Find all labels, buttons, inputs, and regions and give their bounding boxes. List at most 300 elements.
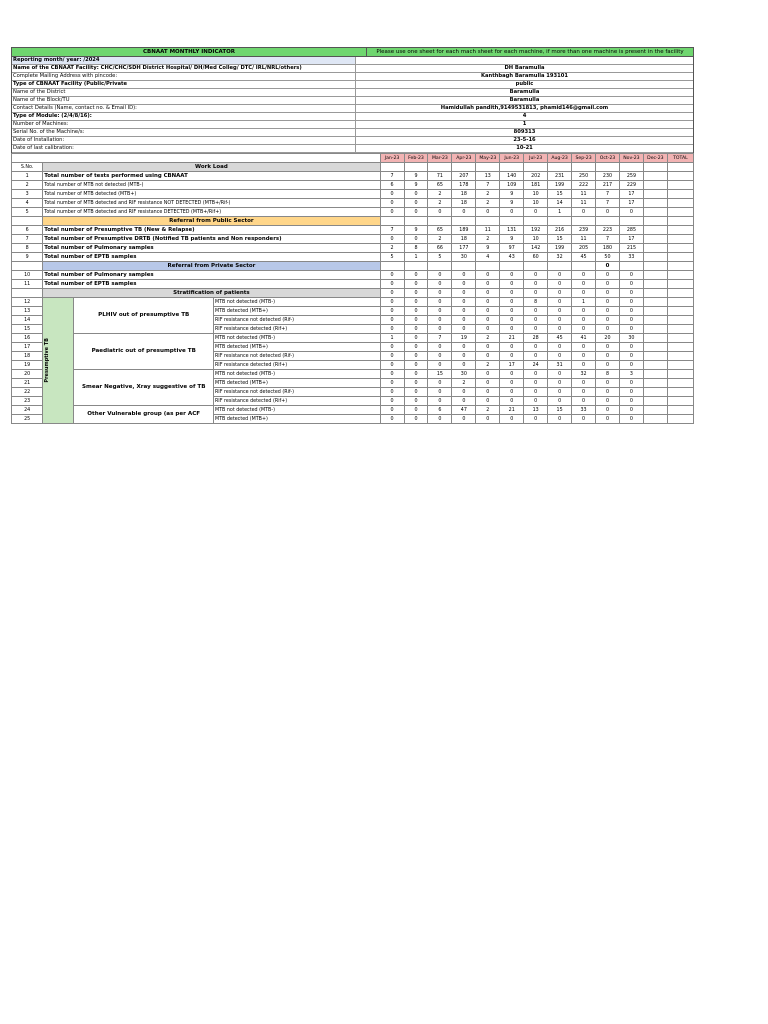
value-cell	[667, 163, 693, 172]
value-cell: 0	[500, 397, 524, 406]
month-header: Jul-23	[524, 154, 548, 163]
value-cell: 1	[572, 298, 596, 307]
value-cell: 2	[476, 361, 500, 370]
value-cell: 0	[596, 325, 620, 334]
value-cell: 0	[404, 379, 428, 388]
value-cell: 7	[596, 199, 620, 208]
group-name: Other Vulnerable group (as per ACF	[74, 406, 214, 424]
row-label: RIF resistance not detected (Rif-)	[213, 316, 380, 325]
value-cell: 0	[548, 415, 572, 424]
value-cell: 5	[380, 253, 404, 262]
value-cell	[667, 352, 693, 361]
info-key: Date of last calibration:	[13, 145, 74, 151]
value-cell: 0	[596, 343, 620, 352]
value-cell: 0	[596, 316, 620, 325]
value-cell: 0	[596, 397, 620, 406]
row-number: 7	[12, 235, 43, 244]
month-header: TOTAL	[667, 154, 693, 163]
value-cell: 0	[428, 397, 452, 406]
value-cell: 0	[380, 235, 404, 244]
row-label: MTB not detected (MTB-)	[213, 298, 380, 307]
value-cell: 0	[476, 325, 500, 334]
info-row	[12, 105, 693, 113]
info-key: Name of the District	[13, 89, 66, 95]
value-cell: 0	[452, 397, 476, 406]
value-cell: 202	[524, 172, 548, 181]
value-cell	[667, 343, 693, 352]
value-cell: 0	[428, 343, 452, 352]
value-cell: 9	[404, 181, 428, 190]
value-cell: 0	[548, 379, 572, 388]
value-cell: 0	[596, 280, 620, 289]
row-number: 3	[12, 190, 43, 199]
info-value: Baramulla	[355, 89, 693, 96]
value-cell: 0	[380, 199, 404, 208]
value-cell	[667, 289, 693, 298]
value-cell	[667, 172, 693, 181]
value-cell: 41	[572, 334, 596, 343]
value-cell: 17	[500, 361, 524, 370]
value-cell: 66	[428, 244, 452, 253]
value-cell: 0	[380, 388, 404, 397]
row-number: 15	[12, 325, 43, 334]
value-cell: 9	[500, 199, 524, 208]
info-row	[12, 113, 693, 121]
value-cell: 0	[452, 388, 476, 397]
value-cell	[524, 217, 548, 226]
month-header: Feb-23	[404, 154, 428, 163]
value-cell: 0	[596, 271, 620, 280]
value-cell	[667, 262, 693, 271]
sheet-title: CBNAAT MONTHLY INDICATOR	[12, 48, 367, 56]
value-cell	[404, 262, 428, 271]
data-row	[12, 334, 694, 343]
info-key: Type of CBNAAT Facility (Public/Private	[13, 81, 127, 87]
value-cell: 0	[572, 316, 596, 325]
row-number: 22	[12, 388, 43, 397]
info-row	[12, 89, 693, 97]
value-cell	[643, 262, 667, 271]
value-cell: 216	[548, 226, 572, 235]
value-cell	[548, 163, 572, 172]
value-cell: 0	[500, 298, 524, 307]
value-cell	[643, 244, 667, 253]
row-number: 17	[12, 343, 43, 352]
value-cell: 10	[524, 190, 548, 199]
value-cell: 8	[404, 244, 428, 253]
value-cell: 0	[380, 325, 404, 334]
info-key: Name of the Block/TU	[13, 97, 70, 103]
value-cell	[643, 163, 667, 172]
group-vertical-label: Presumptive TB	[44, 338, 51, 383]
value-cell	[643, 316, 667, 325]
value-cell: 0	[452, 325, 476, 334]
value-cell: 0	[452, 208, 476, 217]
value-cell: 0	[380, 280, 404, 289]
value-cell: 259	[619, 172, 643, 181]
value-cell: 0	[404, 280, 428, 289]
month-header: Jun-23	[500, 154, 524, 163]
value-cell	[667, 406, 693, 415]
row-label: MTB detected (MTB+)	[213, 307, 380, 316]
value-cell: 2	[476, 235, 500, 244]
value-cell: 0	[404, 388, 428, 397]
row-number: 5	[12, 208, 43, 217]
value-cell: 0	[380, 271, 404, 280]
value-cell: 192	[524, 226, 548, 235]
value-cell: 1	[404, 253, 428, 262]
value-cell	[452, 163, 476, 172]
value-cell	[667, 181, 693, 190]
month-header-row	[12, 154, 694, 163]
value-cell: 2	[476, 190, 500, 199]
value-cell: 30	[619, 334, 643, 343]
value-cell	[596, 217, 620, 226]
value-cell: 21	[500, 406, 524, 415]
row-label: MTB not detected (MTB-)	[213, 334, 380, 343]
value-cell: 0	[428, 271, 452, 280]
value-cell: 7	[428, 334, 452, 343]
value-cell	[596, 163, 620, 172]
info-row	[12, 129, 693, 137]
value-cell: 0	[380, 307, 404, 316]
value-cell: 0	[404, 406, 428, 415]
value-cell: 189	[452, 226, 476, 235]
value-cell: 0	[524, 289, 548, 298]
value-cell: 0	[548, 370, 572, 379]
row-number: 21	[12, 379, 43, 388]
row-number: 10	[12, 271, 43, 280]
month-header: Apr-23	[452, 154, 476, 163]
value-cell	[643, 406, 667, 415]
info-key: Serial No. of the Machine/s:	[13, 129, 85, 135]
value-cell: 180	[596, 244, 620, 253]
value-cell: 0	[500, 343, 524, 352]
value-cell	[452, 262, 476, 271]
value-cell: 0	[500, 316, 524, 325]
info-value: 23-5-16	[355, 137, 693, 144]
value-cell: 15	[548, 235, 572, 244]
data-row	[12, 226, 694, 235]
group-name: PLHIV out of presumptive TB	[74, 298, 214, 334]
value-cell: 0	[476, 307, 500, 316]
value-cell: 109	[500, 181, 524, 190]
info-row	[12, 121, 693, 129]
value-cell: 0	[619, 361, 643, 370]
value-cell: 0	[404, 352, 428, 361]
month-header: Dec-23	[643, 154, 667, 163]
value-cell: 15	[428, 370, 452, 379]
value-cell	[643, 379, 667, 388]
value-cell: 0	[380, 397, 404, 406]
value-cell: 0	[572, 379, 596, 388]
value-cell: 0	[404, 343, 428, 352]
value-cell: 0	[476, 379, 500, 388]
value-cell	[667, 199, 693, 208]
group-vertical-label-cell	[43, 298, 74, 424]
value-cell: 2	[476, 199, 500, 208]
value-cell: 0	[619, 406, 643, 415]
value-cell: 0	[596, 208, 620, 217]
value-cell: 0	[548, 271, 572, 280]
value-cell	[643, 397, 667, 406]
info-key: Complete Mailing Address with pincode:	[13, 73, 118, 79]
value-cell: 0	[404, 370, 428, 379]
value-cell	[452, 217, 476, 226]
value-cell	[643, 172, 667, 181]
value-cell	[667, 190, 693, 199]
value-cell: 0	[380, 370, 404, 379]
value-cell: 71	[428, 172, 452, 181]
info-value: DH Baramulla	[355, 65, 693, 72]
value-cell: 2	[476, 406, 500, 415]
value-cell: 0	[476, 343, 500, 352]
value-cell: 0	[619, 208, 643, 217]
value-cell: 47	[452, 406, 476, 415]
row-number: 9	[12, 253, 43, 262]
row-number: 14	[12, 316, 43, 325]
data-row	[12, 271, 694, 280]
value-cell: 0	[380, 208, 404, 217]
row-label: RIF resistance detected (Rif+)	[213, 397, 380, 406]
value-cell	[667, 298, 693, 307]
row-number: 23	[12, 397, 43, 406]
value-cell: 45	[572, 253, 596, 262]
data-row	[12, 199, 694, 208]
value-cell: 0	[404, 325, 428, 334]
info-row	[12, 97, 693, 105]
value-cell: 0	[572, 325, 596, 334]
value-cell: 0	[524, 370, 548, 379]
value-cell: 0	[548, 316, 572, 325]
value-cell	[572, 262, 596, 271]
value-cell: 0	[428, 379, 452, 388]
value-cell	[380, 163, 404, 172]
value-cell: 0	[404, 289, 428, 298]
value-cell	[500, 163, 524, 172]
value-cell: 0	[404, 190, 428, 199]
info-row	[12, 137, 693, 145]
month-header: Mar-23	[428, 154, 452, 163]
value-cell	[619, 163, 643, 172]
value-cell: 199	[548, 244, 572, 253]
value-cell: 0	[596, 289, 620, 298]
row-number: 11	[12, 280, 43, 289]
value-cell: 0	[404, 316, 428, 325]
row-label: MTB not detected (MTB-)	[213, 406, 380, 415]
row-label: Total number of MTB detected (MTB+)	[43, 190, 380, 199]
value-cell	[667, 361, 693, 370]
value-cell: 0	[428, 388, 452, 397]
value-cell: 231	[548, 172, 572, 181]
value-cell: 18	[452, 235, 476, 244]
value-cell: 0	[524, 280, 548, 289]
value-cell	[667, 226, 693, 235]
value-cell: 0	[572, 208, 596, 217]
blank-cell	[12, 217, 43, 226]
value-cell: 0	[524, 325, 548, 334]
value-cell: 20	[596, 334, 620, 343]
value-cell: 0	[476, 289, 500, 298]
value-cell: 0	[452, 307, 476, 316]
value-cell: 0	[619, 415, 643, 424]
row-label: RIF resistance not detected (Rif-)	[213, 352, 380, 361]
value-cell: 178	[452, 181, 476, 190]
value-cell: 0	[452, 343, 476, 352]
section-title: Referral from Public Sector	[43, 217, 380, 226]
value-cell: 239	[572, 226, 596, 235]
value-cell: 7	[380, 226, 404, 235]
value-cell: 33	[619, 253, 643, 262]
blank-cell	[12, 289, 43, 298]
value-cell: 0	[404, 271, 428, 280]
value-cell: 9	[404, 172, 428, 181]
value-cell: 11	[572, 190, 596, 199]
sheet-header	[11, 47, 694, 57]
value-cell: 9	[404, 226, 428, 235]
value-cell: 229	[619, 181, 643, 190]
row-label: MTB detected (MTB+)	[213, 379, 380, 388]
value-cell: 30	[452, 253, 476, 262]
value-cell: 30	[452, 370, 476, 379]
value-cell: 0	[619, 325, 643, 334]
value-cell	[548, 217, 572, 226]
value-cell	[476, 163, 500, 172]
value-cell: 0	[428, 307, 452, 316]
info-row	[12, 65, 693, 73]
value-cell: 0	[548, 298, 572, 307]
value-cell: 0	[500, 415, 524, 424]
value-cell: 0	[428, 289, 452, 298]
info-value: Kanthbagh Baramulla 193101	[355, 73, 693, 80]
value-cell: 6	[428, 406, 452, 415]
row-label: RIF resistance detected (Rif+)	[213, 325, 380, 334]
value-cell: 0	[548, 325, 572, 334]
value-cell: 5	[428, 253, 452, 262]
value-cell	[524, 163, 548, 172]
data-row	[12, 172, 694, 181]
info-row	[12, 145, 693, 153]
value-cell: 9	[476, 244, 500, 253]
value-cell	[643, 361, 667, 370]
value-cell: 17	[619, 190, 643, 199]
value-cell: 0	[500, 379, 524, 388]
value-cell	[643, 289, 667, 298]
data-row	[12, 244, 694, 253]
value-cell: 2	[476, 334, 500, 343]
value-cell: 0	[380, 361, 404, 370]
value-cell: 4	[476, 253, 500, 262]
value-cell: 142	[524, 244, 548, 253]
value-cell	[643, 271, 667, 280]
value-cell: 0	[524, 415, 548, 424]
value-cell: 0	[404, 235, 428, 244]
row-label: Total number of tests performed using CBNAAT	[43, 172, 380, 181]
row-number: 8	[12, 244, 43, 253]
value-cell: 0	[380, 406, 404, 415]
value-cell	[619, 262, 643, 271]
value-cell: 31	[548, 361, 572, 370]
info-value: 4	[355, 113, 693, 120]
info-key: Date of Installation:	[13, 137, 65, 143]
value-cell: 0	[572, 289, 596, 298]
value-cell: 250	[572, 172, 596, 181]
value-cell: 0	[452, 280, 476, 289]
value-cell: 0	[428, 208, 452, 217]
value-cell	[643, 217, 667, 226]
value-cell: 0	[596, 262, 620, 271]
value-cell: 97	[500, 244, 524, 253]
month-header: Nov-23	[619, 154, 643, 163]
value-cell: 11	[572, 235, 596, 244]
info-value: 809313	[355, 129, 693, 136]
value-cell: 0	[500, 325, 524, 334]
value-cell: 24	[524, 361, 548, 370]
value-cell: 0	[380, 316, 404, 325]
value-cell: 0	[524, 397, 548, 406]
row-label: RIF resistance detected (Rif+)	[213, 361, 380, 370]
section-row	[12, 262, 694, 271]
value-cell: 0	[619, 316, 643, 325]
value-cell	[428, 163, 452, 172]
value-cell: 7	[476, 181, 500, 190]
row-label: MTB detected (MTB+)	[213, 343, 380, 352]
value-cell: 0	[548, 280, 572, 289]
value-cell: 0	[572, 271, 596, 280]
value-cell	[667, 370, 693, 379]
spreadsheet	[11, 47, 694, 424]
value-cell: 230	[596, 172, 620, 181]
blank-cell	[12, 154, 381, 163]
value-cell: 0	[452, 415, 476, 424]
value-cell: 28	[524, 334, 548, 343]
info-value: public	[355, 81, 693, 88]
value-cell: 0	[500, 352, 524, 361]
value-cell	[667, 379, 693, 388]
value-cell: 199	[548, 181, 572, 190]
value-cell: 0	[524, 343, 548, 352]
value-cell	[643, 208, 667, 217]
value-cell: 0	[572, 415, 596, 424]
row-label: MTB not detected (MTB-)	[213, 370, 380, 379]
value-cell: 0	[476, 316, 500, 325]
row-number: 13	[12, 307, 43, 316]
value-cell: 0	[380, 415, 404, 424]
value-cell: 2	[428, 190, 452, 199]
value-cell	[619, 217, 643, 226]
value-cell: 0	[524, 316, 548, 325]
value-cell	[643, 280, 667, 289]
value-cell	[572, 163, 596, 172]
value-cell	[500, 217, 524, 226]
row-number: 12	[12, 298, 43, 307]
value-cell: 0	[548, 289, 572, 298]
value-cell	[667, 325, 693, 334]
info-row	[12, 81, 693, 89]
row-label: MTB detected (MTB+)	[213, 415, 380, 424]
value-cell: 0	[404, 298, 428, 307]
value-cell	[380, 262, 404, 271]
value-cell	[667, 217, 693, 226]
value-cell: 0	[500, 388, 524, 397]
value-cell: 0	[380, 289, 404, 298]
month-header: Oct-23	[596, 154, 620, 163]
value-cell: 0	[572, 352, 596, 361]
value-cell	[667, 253, 693, 262]
value-cell: 14	[548, 199, 572, 208]
value-cell	[476, 217, 500, 226]
value-cell: 65	[428, 181, 452, 190]
